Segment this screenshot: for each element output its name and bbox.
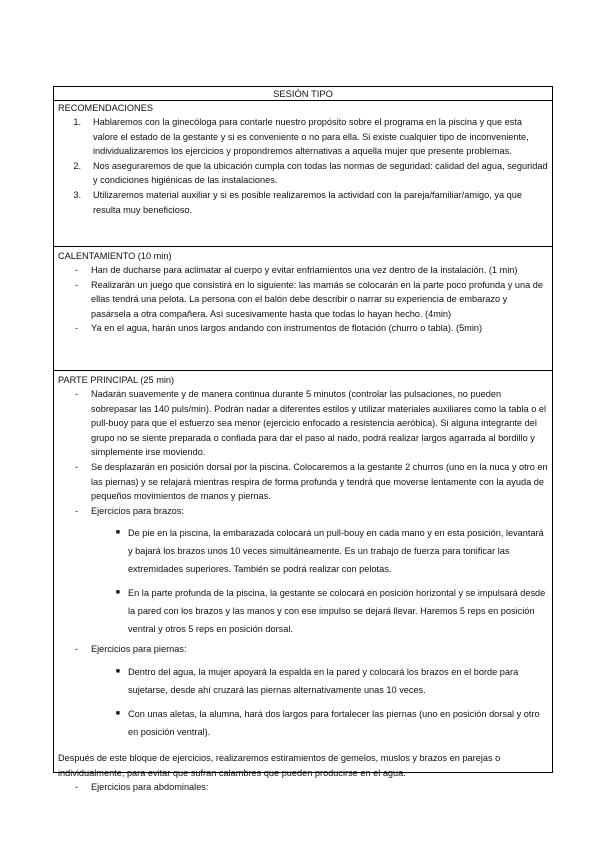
- warmup-title: CALENTAMIENTO (10 min): [58, 251, 172, 261]
- list-item: - Ejercicios para abdominales:: [58, 780, 548, 795]
- recommendations-section: [54, 101, 552, 247]
- bullet-icon: ■: [115, 709, 120, 717]
- main-section: [54, 371, 552, 793]
- list-item: - Realizarán un juego que consistirá en lo siguiente: las mamás se colocarán en la parte poco profunda y una de ellas tendrá una pelota. La persona con el balón debe describir o narrar su experiencia de embarazo y pasársela a otra compañera. Así sucesivamente hasta que todas lo hayan hecho. (4min): [74, 279, 543, 319]
- bullet-icon: ■: [115, 589, 120, 597]
- after-block-text: Después de este bloque de ejercicios, realizaremos estiramientos de gemelos, muslos y brazos en parejas o individualmente, para evitar que sufran calambres que pueden producirse en el agua.: [58, 752, 501, 778]
- table-header: [54, 87, 552, 101]
- list-item: ■ Dentro del agua, la mujer apoyará la espalda en la pared y colocará los brazos en el borde para sujetarse, desde ahí cruzará las piernas alternativamente unas 10 veces.: [58, 663, 548, 699]
- list-item: - Nadarán suavemente y de manera continua durante 5 minutos (controlar las pulsaciones, no pueden sobrepasar las 140 puls/min). Podrán nadar a diferentes estilos y utilizar materiales auxiliares como la tabla o el pull-buoy para que el esfuerzo sea menor (ejercicio enfocado a resistencia aeróbica). Si alguna integrante del grupo no se siente preparada o confiada para dar el paso al nado, podrá realizar largos agarrada al bordillo y simplemente irse moviendo.: [74, 389, 547, 458]
- list-item: ■ Con unas aletas, la alumna, hará dos largos para fortalecer las piernas (uno en posición dorsal y otro en posición ventral).: [58, 705, 548, 741]
- warmup-section: [54, 247, 552, 371]
- session-table: [53, 86, 553, 793]
- session-title: SESIÓN TIPO: [273, 88, 333, 99]
- abs-exercises-label: Ejercicios para abdominales:: [91, 782, 209, 793]
- bullet-icon: ■: [115, 529, 120, 537]
- list-item: ■ De pie en la piscina, la embarazada colocará un pull-bouy en cada mano y en esta posición, levantará y bajará los brazos unos 10 veces simultáneamente. Es un trabajo de fuerza para tonificar las extremidades superiores. También se podrá realizar con pelotas.: [58, 524, 548, 578]
- list-item: - Ejercicios para brazos:: [58, 504, 548, 519]
- list-item: 3. Utilizaremos material auxiliar y si es posible realizaremos la actividad con la pareja/familiar/amigo, ya que resulta muy beneficioso.: [73, 189, 522, 215]
- legs-exercises-label: Ejercicios para piernas:: [91, 644, 187, 655]
- list-item: - Han de ducharse para aclimatar al cuerpo y evitar enfriamientos una vez dentro de la instalación. (1 min): [74, 265, 518, 275]
- list-item: 1. Hablaremos con la ginecóloga para contarle nuestro propósito sobre el programa en la piscina y que esta valore el estado de la gestante y si es conveniente o no para ella. Si existe cualquier tipo de inconveniente, individualizaremos los ejercicios y propondremos alternativas a aquella mujer que presente problemas.: [73, 117, 529, 157]
- list-item: 2. Nos aseguraremos de que la ubicación cumpla con todas las normas de seguridad: calidad del agua, seguridad y condiciones higiénicas de las instalaciones.: [73, 160, 548, 186]
- list-item: ■ En la parte profunda de la piscina, la gestante se colocará en posición horizontal y se impulsará desde la pared con los brazos y las manos y con ese impulso se dejará llevar. Haremos 5 reps en posición ventral y otros 5 reps en posición dorsal.: [58, 584, 548, 638]
- recommendations-title: RECOMENDACIONES: [58, 103, 153, 113]
- arms-exercises-label: Ejercicios para brazos:: [91, 505, 184, 516]
- list-item: - Ya en el agua, harán unos largos andando con instrumentos de flotación (churro o tabla). (5min): [74, 323, 483, 334]
- bullet-icon: ■: [115, 667, 120, 675]
- list-item: - Ejercicios para piernas:: [58, 642, 548, 657]
- list-item: - Se desplazarán en posición dorsal por la piscina. Colocaremos a la gestante 2 churros (uno en la nuca y otro en las piernas) y se relajará mientras respira de forma profunda y tendrá que moverse lentamente con la ayuda de pequeños movimientos de manos y piernas.: [74, 461, 548, 502]
- main-title: PARTE PRINCIPAL (25 min): [58, 375, 175, 385]
